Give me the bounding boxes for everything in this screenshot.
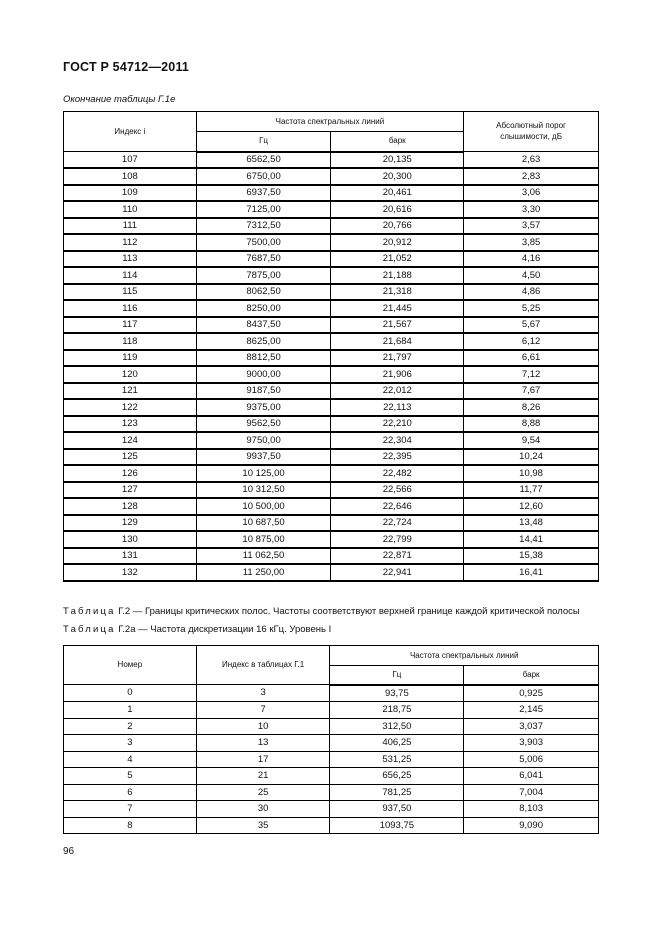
table-cell: 2,63 [464, 152, 599, 169]
table-cell: 3,85 [464, 234, 599, 251]
table-cell: 10,98 [464, 465, 599, 482]
header-bark: барк [331, 132, 464, 152]
table-cell: 120 [64, 366, 197, 383]
table-row [64, 333, 599, 350]
table-row [64, 284, 599, 301]
table-cell: 35 [196, 817, 330, 834]
table-row [64, 350, 599, 367]
table-cell: 22,799 [331, 531, 464, 548]
table-cell: 121 [64, 383, 197, 400]
table-cell: 118 [64, 333, 197, 350]
table-row [64, 685, 599, 702]
table-cell: 937,50 [330, 801, 464, 818]
table-cell: 8062,50 [196, 284, 331, 301]
table-cell: 0,925 [464, 685, 599, 702]
table2a-title [63, 624, 331, 635]
table-cell: 116 [64, 300, 197, 317]
table-cell: 21,318 [331, 284, 464, 301]
table-cell: 131 [64, 548, 197, 565]
table-cell: 5,67 [464, 317, 599, 334]
table-cell: 132 [64, 564, 197, 581]
table-row [64, 416, 599, 433]
table-cell: 114 [64, 267, 197, 284]
table-row [64, 564, 599, 581]
table-cell: 21,906 [331, 366, 464, 383]
table-cell: 8,103 [464, 801, 599, 818]
table-row [64, 432, 599, 449]
header-threshold: Абсолютный порог слышимости, дБ [464, 112, 599, 152]
table-cell: 8,26 [464, 399, 599, 416]
table-row [64, 218, 599, 235]
table-cell: 7875,00 [196, 267, 331, 284]
table-cell: 119 [64, 350, 197, 367]
table-cell: 0 [64, 685, 197, 702]
table-row [64, 185, 599, 202]
table-cell: 108 [64, 168, 197, 185]
table-cell: 22,210 [331, 416, 464, 433]
table-cell: 115 [64, 284, 197, 301]
table-cell: 4,86 [464, 284, 599, 301]
table-row [64, 251, 599, 268]
page-number: 96 [63, 846, 75, 857]
header-number: Номер [64, 646, 197, 685]
table-cell: 30 [196, 801, 330, 818]
table-row [64, 768, 599, 785]
table-cell: 3,903 [464, 735, 599, 752]
table2a-text: Г.2а — Частота дискретизации 16 кГц. Уровень I [115, 624, 332, 635]
table-cell: 3 [196, 685, 330, 702]
table-cell: 6,12 [464, 333, 599, 350]
table-cell: 4 [64, 751, 197, 768]
table-cell: 9750,00 [196, 432, 331, 449]
table-row [64, 267, 599, 284]
table-cell: 16,41 [464, 564, 599, 581]
table-cell: 781,25 [330, 784, 464, 801]
table-row [64, 735, 599, 752]
table-cell: 6 [64, 784, 197, 801]
table-row [64, 366, 599, 383]
table-cell: 2 [64, 718, 197, 735]
table-row [64, 801, 599, 818]
table-cell: 7,67 [464, 383, 599, 400]
table-cell: 22,012 [331, 383, 464, 400]
table-cell: 93,75 [330, 685, 464, 702]
table-cell: 6937,50 [196, 185, 331, 202]
table-cell: 6562,50 [196, 152, 331, 169]
table-cell: 22,482 [331, 465, 464, 482]
table-cell: 2,83 [464, 168, 599, 185]
table2-title [63, 606, 580, 617]
table-cell: 21,684 [331, 333, 464, 350]
table-cell: 20,461 [331, 185, 464, 202]
table-row [64, 383, 599, 400]
table-cell: 14,41 [464, 531, 599, 548]
table-cell: 21,797 [331, 350, 464, 367]
table-row [64, 498, 599, 515]
table-cell: 127 [64, 482, 197, 499]
table-cell: 22,871 [331, 548, 464, 565]
table-cell: 111 [64, 218, 197, 235]
table-cell: 20,766 [331, 218, 464, 235]
table2a-label: Таблица [63, 624, 116, 635]
table-row [64, 152, 599, 169]
table-cell: 130 [64, 531, 197, 548]
header-freq-group: Частота спектральных линий [330, 646, 599, 666]
table-cell: 21,052 [331, 251, 464, 268]
table-row [64, 817, 599, 834]
table-cell: 8 [64, 817, 197, 834]
table1-body [64, 152, 599, 581]
table-row [64, 548, 599, 565]
table-cell: 11 062,50 [196, 548, 331, 565]
table-cell: 406,25 [330, 735, 464, 752]
table-cell: 7 [64, 801, 197, 818]
table-row [64, 465, 599, 482]
table-cell: 113 [64, 251, 197, 268]
table-cell: 13,48 [464, 515, 599, 532]
table2-label: Таблица [63, 606, 116, 617]
table-row [64, 718, 599, 735]
table-cell: 6,041 [464, 768, 599, 785]
table-cell: 20,135 [331, 152, 464, 169]
table-cell: 15,38 [464, 548, 599, 565]
table-cell: 20,616 [331, 201, 464, 218]
table-cell: 20,912 [331, 234, 464, 251]
table-cell: 8812,50 [196, 350, 331, 367]
table-cell: 17 [196, 751, 330, 768]
table-cell: 124 [64, 432, 197, 449]
table-cell: 9937,50 [196, 449, 331, 466]
table-row [64, 702, 599, 719]
table-cell: 7,12 [464, 366, 599, 383]
table-row [64, 317, 599, 334]
table-cell: 21,188 [331, 267, 464, 284]
table-cell: 10 687,50 [196, 515, 331, 532]
table-cell: 3 [64, 735, 197, 752]
table-cell: 1093,75 [330, 817, 464, 834]
table-cell: 8625,00 [196, 333, 331, 350]
table-cell: 110 [64, 201, 197, 218]
table-cell: 125 [64, 449, 197, 466]
document-code: ГОСТ Р 54712—2011 [63, 60, 190, 74]
table-row [64, 168, 599, 185]
table-cell: 117 [64, 317, 197, 334]
table-cell: 10 312,50 [196, 482, 331, 499]
table-cell: 25 [196, 784, 330, 801]
table-cell: 312,50 [330, 718, 464, 735]
table-cell: 7500,00 [196, 234, 331, 251]
table-cell: 3,30 [464, 201, 599, 218]
table-cell: 10 875,00 [196, 531, 331, 548]
table-cell: 2,145 [464, 702, 599, 719]
table-cell: 9000,00 [196, 366, 331, 383]
table-cell: 21 [196, 768, 330, 785]
table-cell: 22,304 [331, 432, 464, 449]
table-cell: 20,300 [331, 168, 464, 185]
table-g2a [63, 645, 599, 834]
table-cell: 22,566 [331, 482, 464, 499]
table-row [64, 449, 599, 466]
table-cell: 531,25 [330, 751, 464, 768]
table-g1e [63, 111, 599, 582]
table-cell: 3,57 [464, 218, 599, 235]
table-cell: 5 [64, 768, 197, 785]
table-cell: 3,06 [464, 185, 599, 202]
header-index: Индекс i [64, 112, 197, 152]
table-cell: 9,090 [464, 817, 599, 834]
table-cell: 22,941 [331, 564, 464, 581]
table-cell: 9375,00 [196, 399, 331, 416]
table-cell: 6,61 [464, 350, 599, 367]
table-cell: 10 [196, 718, 330, 735]
table-cell: 3,037 [464, 718, 599, 735]
table-cell: 13 [196, 735, 330, 752]
table-cell: 126 [64, 465, 197, 482]
header-hz: Гц [196, 132, 331, 152]
table-cell: 22,646 [331, 498, 464, 515]
table-cell: 22,113 [331, 399, 464, 416]
table-cell: 1 [64, 702, 197, 719]
table-row [64, 531, 599, 548]
table-row [64, 751, 599, 768]
table-row [64, 482, 599, 499]
table1-caption: Окончание таблицы Г.1е [63, 94, 176, 105]
table-cell: 21,567 [331, 317, 464, 334]
table-cell: 5,25 [464, 300, 599, 317]
table-cell: 112 [64, 234, 197, 251]
table-cell: 7125,00 [196, 201, 331, 218]
table-cell: 218,75 [330, 702, 464, 719]
table-row [64, 399, 599, 416]
header-freq-group: Частота спектральных линий [196, 112, 463, 132]
table-cell: 9187,50 [196, 383, 331, 400]
table-cell: 9,54 [464, 432, 599, 449]
table-cell: 6750,00 [196, 168, 331, 185]
table-cell: 11,77 [464, 482, 599, 499]
table-cell: 123 [64, 416, 197, 433]
table-cell: 10 125,00 [196, 465, 331, 482]
table2-text: Г.2 — Границы критических полос. Частоты соответствуют верхней границе каждой критической полосы [115, 606, 580, 617]
table-row [64, 201, 599, 218]
table-cell: 22,395 [331, 449, 464, 466]
table-cell: 4,50 [464, 267, 599, 284]
header-index-g1: Индекс в таблицах Г.1 [196, 646, 330, 685]
table-cell: 7687,50 [196, 251, 331, 268]
table-row [64, 784, 599, 801]
table-cell: 5,006 [464, 751, 599, 768]
table-cell: 10 500,00 [196, 498, 331, 515]
table-cell: 7,004 [464, 784, 599, 801]
table-cell: 10,24 [464, 449, 599, 466]
table-cell: 8437,50 [196, 317, 331, 334]
table-cell: 656,25 [330, 768, 464, 785]
table-cell: 129 [64, 515, 197, 532]
table-row [64, 234, 599, 251]
table-row [64, 515, 599, 532]
header-bark: барк [464, 666, 599, 685]
table-cell: 8,88 [464, 416, 599, 433]
table-cell: 8250,00 [196, 300, 331, 317]
table-cell: 9562,50 [196, 416, 331, 433]
table-cell: 109 [64, 185, 197, 202]
table-cell: 7312,50 [196, 218, 331, 235]
table-cell: 4,16 [464, 251, 599, 268]
table-cell: 12,60 [464, 498, 599, 515]
table-cell: 11 250,00 [196, 564, 331, 581]
table-cell: 21,445 [331, 300, 464, 317]
table-cell: 7 [196, 702, 330, 719]
table2-body [64, 685, 599, 834]
table-cell: 128 [64, 498, 197, 515]
header-hz: Гц [330, 666, 464, 685]
table-row [64, 300, 599, 317]
table-cell: 107 [64, 152, 197, 169]
table-cell: 122 [64, 399, 197, 416]
table-cell: 22,724 [331, 515, 464, 532]
